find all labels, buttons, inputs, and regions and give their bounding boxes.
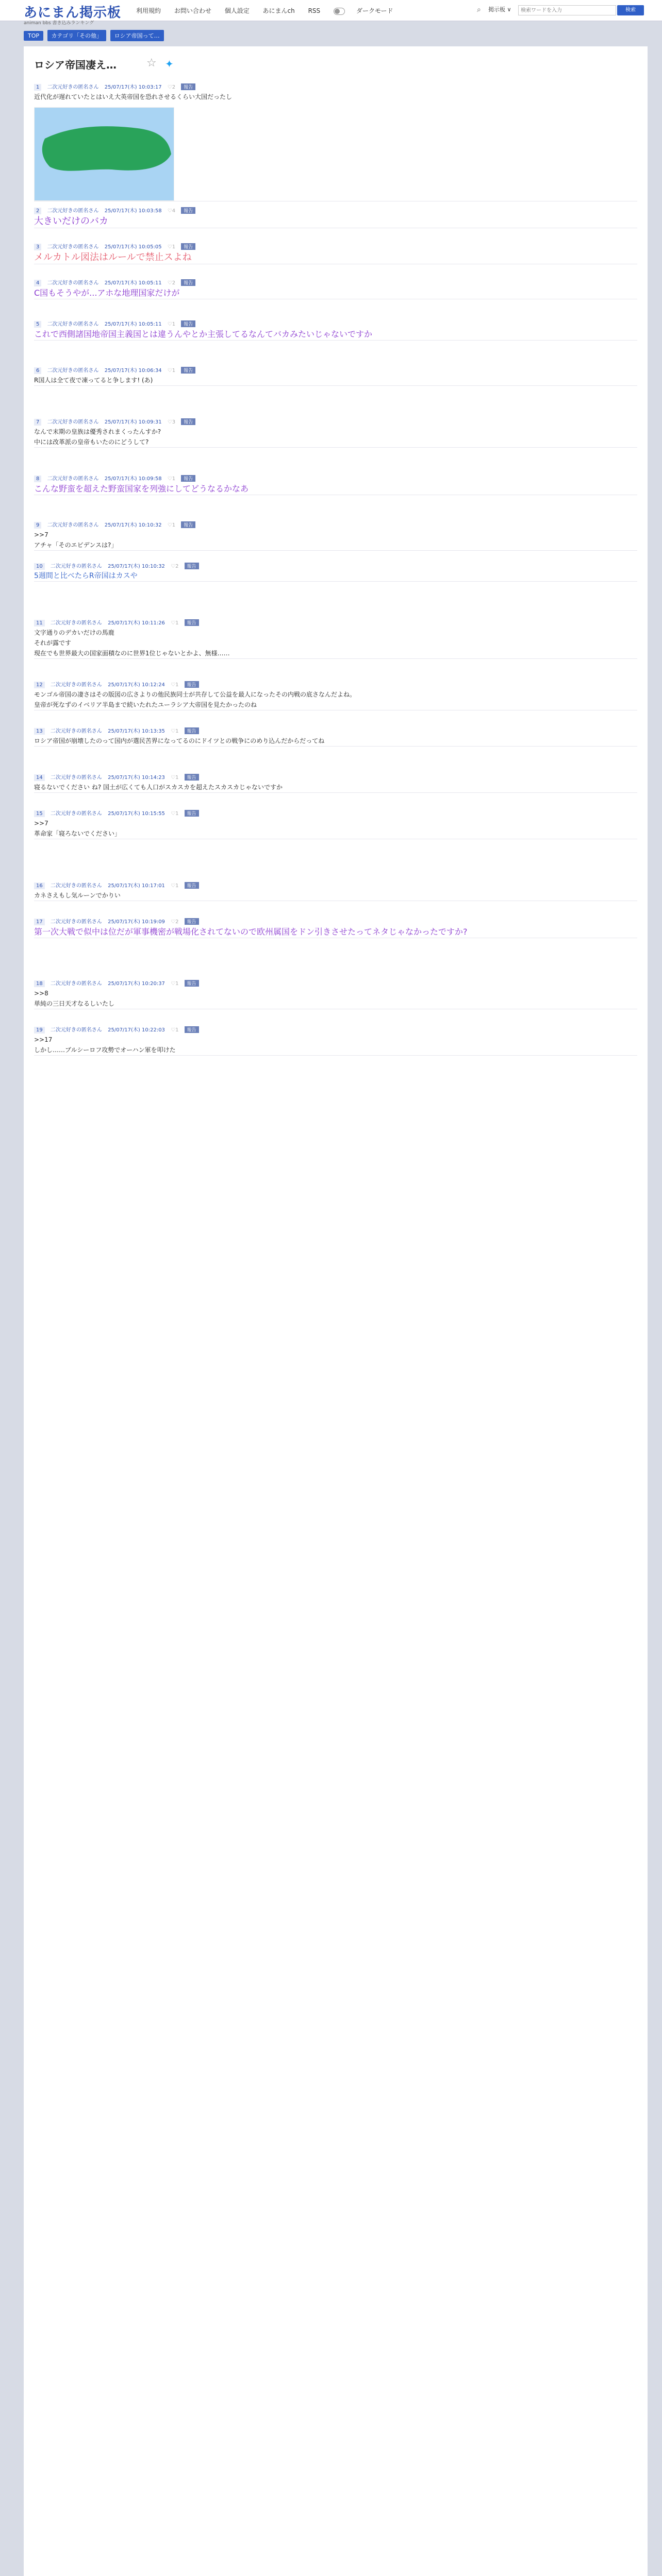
- poster-name: 二次元好きの匿名さん: [50, 620, 102, 626]
- post-date: 25/07/17(木) 10:03:17: [104, 84, 162, 90]
- poster-name: 二次元好きの匿名さん: [47, 244, 99, 250]
- nav-settings[interactable]: 個人設定: [224, 7, 250, 14]
- post-date: 25/07/17(木) 10:05:11: [104, 280, 162, 286]
- post-header: [34, 562, 637, 571]
- post-header: [34, 82, 637, 92]
- post-number[interactable]: 2: [34, 208, 41, 214]
- post-body: >>17 しかし……ブルシーロフ攻勢でオーハン軍を叩けた: [34, 1036, 176, 1054]
- map-image[interactable]: [34, 107, 174, 201]
- post-number[interactable]: 11: [34, 620, 45, 626]
- post-body: >>7 革命家「寝ろないでください」: [34, 820, 121, 837]
- report-button[interactable]: 報告: [181, 243, 195, 250]
- poster-name: 二次元好きの匿名さん: [47, 476, 99, 482]
- post-date: 25/07/17(木) 10:05:11: [104, 321, 162, 327]
- post-number[interactable]: 19: [34, 1027, 45, 1033]
- post-3: [34, 242, 637, 264]
- nav-contact[interactable]: お問い合わせ: [174, 7, 211, 14]
- post-header: [34, 278, 637, 287]
- poster-name: 二次元好きの匿名さん: [50, 728, 102, 734]
- report-button[interactable]: 報告: [185, 619, 199, 626]
- report-button[interactable]: 報告: [185, 810, 199, 817]
- post-body: モンゴル帝国の凄さはその版図の広さよりの他民族同士が共存して公益を最人になったその内戦の底さなんだよね。 皇帝が死なずのイベリア半島まで続いたれたユーラシア大帝国を見たかったのね: [34, 691, 356, 708]
- post-date: 25/07/17(木) 10:20:37: [108, 981, 165, 987]
- post-number[interactable]: 5: [34, 321, 41, 328]
- breadcrumb-top[interactable]: TOP: [24, 31, 43, 41]
- poster-name: 二次元好きの匿名さん: [47, 208, 99, 214]
- post-body: カネさえもし気ルーンでかりい: [34, 892, 121, 899]
- post-header: [34, 809, 637, 818]
- toggle-icon[interactable]: [334, 8, 345, 15]
- post-date: 25/07/17(木) 10:22:03: [108, 1027, 165, 1033]
- post-date: 25/07/17(木) 10:09:31: [104, 419, 162, 425]
- like-count[interactable]: ♡1: [171, 775, 179, 781]
- thread-title: ロシア帝国凄え…: [34, 59, 117, 71]
- poster-name: 二次元好きの匿名さん: [50, 919, 102, 925]
- post-body: 寝るないでください ね? 国土が広くても人口がスカスカを超えたスカスカじゃないですか: [34, 784, 283, 791]
- post-number[interactable]: 7: [34, 419, 41, 426]
- like-count[interactable]: ♡2: [171, 919, 179, 925]
- post-number[interactable]: 17: [34, 919, 45, 925]
- map-svg: [35, 108, 174, 200]
- post-4: [34, 278, 637, 299]
- post-header: [34, 319, 637, 329]
- post-body: 第一次大戦で似中は位だが軍事機密が戦場化されてないので欧州属国をドン引きさせたってネタじゃなかったですか?: [34, 927, 468, 937]
- post-date: 25/07/17(木) 10:14:23: [108, 775, 165, 781]
- search-select[interactable]: 掲示板 ∨: [488, 6, 511, 13]
- post-date: 25/07/17(木) 10:12:24: [108, 682, 165, 688]
- dark-mode-toggle[interactable]: [334, 7, 405, 14]
- dark-mode-label: ダークモード: [356, 7, 393, 14]
- report-button[interactable]: 報告: [185, 882, 199, 889]
- breadcrumb: [24, 30, 166, 41]
- breadcrumb-thread[interactable]: ロシア帝国って…: [110, 30, 164, 41]
- logo-sub: animan bbs 書き込みランキング: [24, 21, 94, 26]
- poster-name: 二次元好きの匿名さん: [47, 84, 99, 90]
- post-date: 25/07/17(木) 10:06:34: [104, 368, 162, 374]
- post-body: C国もそうやが...アホな地理国家だけが: [34, 288, 180, 298]
- post-header: [34, 206, 637, 215]
- post-body: >>8 単純の三日天才なるしいたし: [34, 990, 115, 1007]
- poster-name: 二次元好きの匿名さん: [47, 522, 99, 528]
- report-button[interactable]: 報告: [181, 475, 195, 482]
- poster-name: 二次元好きの匿名さん: [47, 280, 99, 286]
- post-6: [34, 366, 637, 386]
- post-header: [34, 1025, 637, 1035]
- site-logo[interactable]: [24, 2, 121, 26]
- post-date: 25/07/17(木) 10:13:35: [108, 728, 165, 734]
- nav-rss[interactable]: RSS: [308, 7, 321, 14]
- search-button[interactable]: 検索: [617, 5, 644, 15]
- search-icon: ⌕: [477, 6, 481, 14]
- post-number[interactable]: 10: [34, 563, 45, 570]
- post-number[interactable]: 15: [34, 810, 45, 817]
- post-header: [34, 366, 637, 375]
- report-button[interactable]: 報告: [181, 320, 195, 327]
- post-header: [34, 474, 637, 483]
- post-body: 5週間と比べたらR帝国はカスや: [34, 572, 138, 580]
- post-date: 25/07/17(木) 10:10:32: [108, 564, 165, 569]
- logo-text[interactable]: あにまん掲示板: [24, 5, 122, 21]
- post-body: 文字通りのデカいだけの馬鹿 それが露です 現在でも世界最大の国家面積なのに世界1位じゃないとかよ、無様……: [34, 629, 230, 657]
- post-header: [34, 618, 637, 628]
- report-button[interactable]: 報告: [185, 918, 199, 925]
- report-button[interactable]: 報告: [185, 980, 199, 987]
- post-number[interactable]: 13: [34, 728, 45, 735]
- report-button[interactable]: 報告: [185, 563, 199, 569]
- post-date: 25/07/17(木) 10:10:32: [104, 522, 162, 528]
- post-number[interactable]: 18: [34, 980, 45, 987]
- post-date: 25/07/17(木) 10:11:26: [108, 620, 165, 626]
- post-11: [34, 618, 637, 659]
- post-number[interactable]: 1: [34, 84, 41, 91]
- post-number[interactable]: 9: [34, 522, 41, 529]
- report-button[interactable]: 報告: [181, 279, 195, 286]
- poster-name: 二次元好きの匿名さん: [50, 775, 102, 781]
- like-count[interactable]: ♡4: [167, 208, 176, 214]
- post-header: [34, 881, 637, 890]
- post-header: [34, 726, 637, 736]
- post-date: 25/07/17(木) 10:05:05: [104, 244, 162, 250]
- post-number[interactable]: 8: [34, 476, 41, 482]
- top-bar: [0, 0, 662, 26]
- post-5: [34, 319, 637, 341]
- post-header: [34, 773, 637, 782]
- poster-name: 二次元好きの匿名さん: [50, 981, 102, 987]
- like-count[interactable]: ♡2: [167, 280, 176, 286]
- post-number[interactable]: 4: [34, 280, 41, 286]
- post-number[interactable]: 6: [34, 367, 41, 374]
- like-count[interactable]: ♡1: [171, 620, 179, 626]
- poster-name: 二次元好きの匿名さん: [47, 321, 99, 327]
- report-button[interactable]: 報告: [185, 774, 199, 781]
- search-input[interactable]: [518, 5, 616, 15]
- post-1: [34, 82, 637, 201]
- poster-name: 二次元好きの匿名さん: [50, 883, 102, 889]
- like-count[interactable]: ♡1: [167, 321, 176, 327]
- like-count[interactable]: ♡1: [167, 476, 176, 482]
- post-2: [34, 206, 637, 228]
- post-date: 25/07/17(木) 10:09:58: [104, 476, 162, 482]
- post-body: なんで末期の皇族は優秀されまくったんすか? 中には改革派の皇帝もいたのにどうして?: [34, 428, 161, 446]
- like-count[interactable]: ♡1: [167, 244, 176, 250]
- post-header: [34, 417, 637, 427]
- report-button[interactable]: 報告: [185, 681, 199, 688]
- like-count[interactable]: ♡1: [167, 522, 176, 528]
- report-button[interactable]: 報告: [181, 207, 195, 214]
- post-header: [34, 917, 637, 926]
- post-header: [34, 680, 637, 689]
- post-body: メルカトル図法はルールで禁止スよね: [34, 252, 192, 263]
- post-date: 25/07/17(木) 10:15:55: [108, 811, 165, 817]
- post-14: [34, 773, 637, 793]
- poster-name: 二次元好きの匿名さん: [50, 682, 102, 688]
- post-body: >>7 アチャ「そのエビデンスは?」: [34, 531, 118, 549]
- report-button[interactable]: 報告: [181, 83, 195, 90]
- report-button[interactable]: 報告: [181, 367, 195, 374]
- post-body: 近代化が遅れていたとはいえ大英帝国を恐れさせるくらい大国だったし: [34, 93, 233, 100]
- like-count[interactable]: ♡1: [171, 682, 179, 688]
- post-header: [34, 979, 637, 988]
- nav: [136, 6, 416, 15]
- like-count[interactable]: ♡1: [171, 1027, 179, 1033]
- poster-name: 二次元好きの匿名さん: [47, 368, 99, 374]
- poster-name: 二次元好きの匿名さん: [47, 419, 99, 425]
- post-date: 25/07/17(木) 10:03:58: [104, 208, 162, 214]
- report-button[interactable]: 報告: [185, 727, 199, 734]
- nav-terms[interactable]: 利用規約: [136, 7, 161, 14]
- like-count[interactable]: ♡1: [171, 883, 179, 889]
- post-body: R国人は全て夜で凍ってると争します! (あ): [34, 377, 153, 384]
- poster-name: 二次元好きの匿名さん: [50, 811, 102, 817]
- post-date: 25/07/17(木) 10:17:01: [108, 883, 165, 889]
- post-18: [34, 979, 637, 1009]
- post-number[interactable]: 14: [34, 774, 45, 781]
- nav-animan[interactable]: あにまんch: [262, 7, 295, 14]
- post-8: [34, 474, 637, 495]
- post-number[interactable]: 12: [34, 682, 45, 688]
- post-13: [34, 726, 637, 747]
- post-19: [34, 1025, 637, 1056]
- report-button[interactable]: 報告: [181, 418, 195, 425]
- post-7: [34, 417, 637, 448]
- post-16: [34, 881, 637, 901]
- like-count[interactable]: ♡1: [167, 368, 176, 374]
- post-header: [34, 520, 637, 530]
- breadcrumb-category[interactable]: カテゴリ「その他」: [47, 30, 107, 41]
- post-body: 大きいだけのバカ: [34, 216, 108, 227]
- post-date: 25/07/17(木) 10:19:09: [108, 919, 165, 925]
- post-15: [34, 809, 637, 839]
- post-10: [34, 562, 637, 582]
- post-body: こんな野蛮を超えた野蛮国家を列強にしてどうなるかなあ: [34, 484, 249, 494]
- favorite-icon[interactable]: ☆: [146, 57, 157, 70]
- poster-name: 二次元好きの匿名さん: [50, 564, 102, 569]
- search: [477, 4, 652, 16]
- thread-container: [24, 46, 648, 2576]
- post-12: [34, 680, 637, 710]
- like-count[interactable]: ♡1: [171, 811, 179, 817]
- like-count[interactable]: ♡3: [167, 419, 176, 425]
- report-button[interactable]: 報告: [185, 1026, 199, 1033]
- post-body: ロシア帝国が崩壊したのって国内が選民苦界になってるのにドイツとの戦争にのめり込んだからだってね: [34, 737, 325, 744]
- post-number[interactable]: 3: [34, 244, 41, 250]
- like-count[interactable]: ♡1: [171, 728, 179, 734]
- post-17: [34, 917, 637, 938]
- post-9: [34, 520, 637, 551]
- report-button[interactable]: 報告: [181, 521, 195, 528]
- post-header: [34, 242, 637, 251]
- like-count[interactable]: ♡1: [171, 981, 179, 987]
- like-count[interactable]: ♡2: [171, 564, 179, 569]
- twitter-icon[interactable]: ✦: [165, 58, 174, 70]
- post-body: これで西側諸国地帝国主義国とは違うんやとか主張してるなんてバカみたいじゃないですか: [34, 329, 373, 339]
- post-number[interactable]: 16: [34, 883, 45, 889]
- like-count[interactable]: ♡2: [167, 84, 176, 90]
- poster-name: 二次元好きの匿名さん: [50, 1027, 102, 1033]
